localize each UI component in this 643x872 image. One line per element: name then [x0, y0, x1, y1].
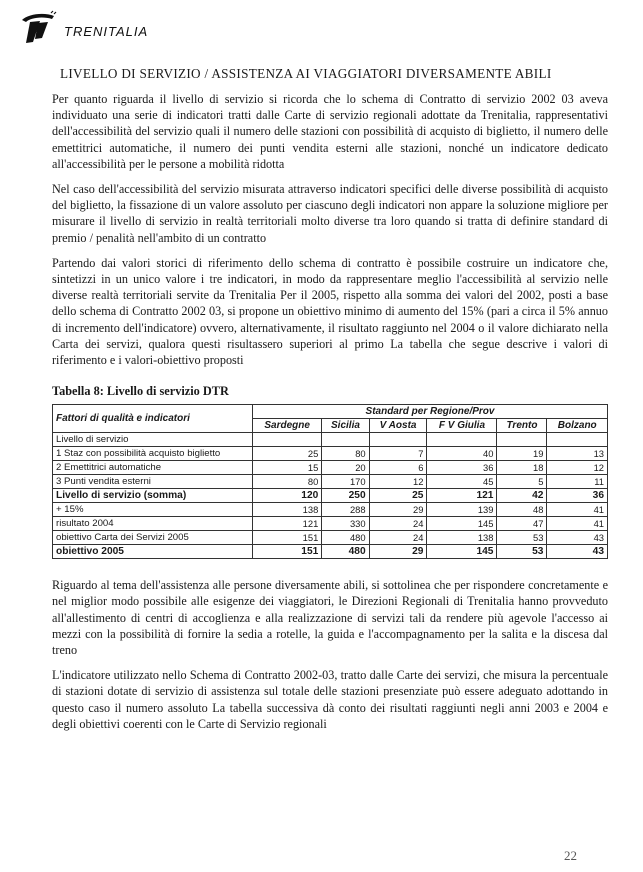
table-row — [53, 503, 608, 517]
header-standard-group: Standard per Regione/Prov — [253, 405, 608, 419]
cell-value: 25 — [253, 447, 322, 461]
cell-value: 24 — [369, 531, 427, 545]
cell-value: 47 — [497, 517, 547, 531]
cell-value: 24 — [369, 517, 427, 531]
cell-value: 138 — [427, 531, 497, 545]
row-label: + 15% — [53, 503, 253, 517]
column-header: V Aosta — [369, 419, 427, 433]
cell-value: 29 — [369, 503, 427, 517]
trenitalia-logo — [18, 10, 158, 46]
row-label: obiettivo Carta dei Servizi 2005 — [53, 531, 253, 545]
cell-value: 15 — [253, 461, 322, 475]
cell-value: 121 — [253, 517, 322, 531]
cell-value: 53 — [497, 531, 547, 545]
column-header: Trento — [497, 419, 547, 433]
cell-value: 12 — [369, 475, 427, 489]
service-level-table — [52, 404, 608, 559]
cell-value: 121 — [427, 489, 497, 503]
cell-value: 151 — [253, 531, 322, 545]
cell-value: 80 — [253, 475, 322, 489]
cell-value: 40 — [427, 447, 497, 461]
cell-value: 145 — [427, 545, 497, 559]
table-row — [53, 545, 608, 559]
cell-value: 45 — [427, 475, 497, 489]
cell-value: 145 — [427, 517, 497, 531]
column-header: F V Giulia — [427, 419, 497, 433]
table-row — [53, 475, 608, 489]
cell-value: 139 — [427, 503, 497, 517]
page-number: 22 — [564, 848, 577, 863]
cell-value: 7 — [369, 447, 427, 461]
row-label: 2 Emettitrici automatiche — [53, 461, 253, 475]
row-label: obiettivo 2005 — [53, 545, 253, 559]
cell-value: 151 — [253, 545, 322, 559]
row-label: risultato 2004 — [53, 517, 253, 531]
cell-value: 41 — [547, 503, 608, 517]
cell-value: 330 — [322, 517, 369, 531]
table-row — [53, 447, 608, 461]
column-header: Sicilia — [322, 419, 369, 433]
table-row — [53, 461, 608, 475]
row-label: 1 Staz con possibilità acquisto biglietto — [53, 447, 253, 461]
paragraph-2: Nel caso dell'accessibilità del servizio misurata attraverso indicatori specifici delle diverse possibilità di acquisto del biglietto, la fissazione di un valore assoluto per ciascuno degli indicatori non appare la soluzione migliore per misurare il livello di servizio in realtà territoriali molto diverse tra loro quando si tratta di definire standard di premio / penalità nell'ambito di un contratto — [52, 182, 608, 245]
document-body — [52, 66, 608, 741]
cell-value: 6 — [369, 461, 427, 475]
section-heading: LIVELLO DI SERVIZIO / ASSISTENZA AI VIAGGIATORI DIVERSAMENTE ABILI — [60, 66, 552, 81]
cell-value: 480 — [322, 545, 369, 559]
table-title: Tabella 8: Livello di servizio DTR — [52, 384, 229, 399]
cell-value: 288 — [322, 503, 369, 517]
cell-value: 36 — [547, 489, 608, 503]
cell-value: 13 — [547, 447, 608, 461]
cell-value: 170 — [322, 475, 369, 489]
cell-value: 20 — [322, 461, 369, 475]
cell-value: 41 — [547, 517, 608, 531]
logo-text: TRENITALIA — [64, 24, 149, 39]
cell-value: 120 — [253, 489, 322, 503]
cell-value: 36 — [427, 461, 497, 475]
cell-value: 43 — [547, 545, 608, 559]
paragraph-5: L'indicatore utilizzato nello Schema di Contratto 2002-03, tratto dalle Carte dei servizi, che misura la percentuale di stazioni dotate di servizio di assistenza sul totale delle stazioni presenziate può essere adeguato adottando in questo caso il numero assoluto La tabella successiva dà conto dei risultati raggiunti negli anni 2003 e 2004 e degli obiettivi coerenti con le Carte di Servizio regionali — [52, 668, 608, 731]
column-header: Bolzano — [547, 419, 608, 433]
column-header: Sardegne — [253, 419, 322, 433]
row-label: 3 Punti vendita esterni — [53, 475, 253, 489]
cell-value: 42 — [497, 489, 547, 503]
trenitalia-logo-icon — [18, 10, 58, 46]
cell-value: 80 — [322, 447, 369, 461]
cell-value: 12 — [547, 461, 608, 475]
paragraph-3: Partendo dai valori storici di riferimento dello schema di contratto è possibile costruire un indicatore che, sintetizzi in un unico valore i tre indicatori, in modo da rappresentare meglio l'accessibilità al servizio nelle diverse realtà territoriali servite da Trenitalia Per il 2005, rispetto alla somma dei valori del 2002, posti a base dello schema di Contratto 2002 03, si propone un obiettivo minimo di aumento del 15% (pari a circa il 5% annuo di incremento dell'indicatore) ovvero, alternativamente, il risultato raggiunto nel 2004 o il valore dichiarato nella Carta dei servizi, qualora questi risultassero superiori al primo La tabella che segue descrive i valori di riferimento e i valori-obiettivo proposti — [52, 255, 608, 368]
cell-value: 43 — [547, 531, 608, 545]
table-header-row — [53, 405, 608, 419]
cell-value: 25 — [369, 489, 427, 503]
cell-value: 18 — [497, 461, 547, 475]
table-section-row — [53, 433, 608, 447]
cell-value: 5 — [497, 475, 547, 489]
cell-value: 138 — [253, 503, 322, 517]
table-row — [53, 489, 608, 503]
cell-value: 19 — [497, 447, 547, 461]
section-label: Livello di servizio — [53, 433, 253, 447]
header-factors: Fattori di qualità e indicatori — [53, 405, 253, 433]
cell-value: 48 — [497, 503, 547, 517]
paragraph-4: Riguardo al tema dell'assistenza alle persone diversamente abili, si sottolinea che per rispondere concretamente e nel miglior modo possibile alle esigenze dei viaggiatori, le Direzioni Regionali di Trenitalia hanno provveduto all'allestimento di centri di accoglienza e alla realizzazione di servizi tali da rendere più agevole l'accesso ai mezzi con la possibilità di fornire la sedia a rotelle, la guida e l'accompagnamento per la salita e la discesa dal treno — [52, 578, 608, 658]
cell-value: 11 — [547, 475, 608, 489]
table-row — [53, 517, 608, 531]
table-row — [53, 531, 608, 545]
cell-value: 53 — [497, 545, 547, 559]
paragraph-1: Per quanto riguarda il livello di servizio si ricorda che lo schema di Contratto di servizio 2002 03 aveva individuato una serie di indicatori tratti dalle Carte di servizio regionali adottate da Trenitalia, rappresentativi dell'accessibilità del servizio quali il numero delle stazioni con possibilità di acquisto di biglietto, il numero delle emettitrici automatiche, il numero dei punti vendita esterni alle stazioni, nonché un indicatore dedicato all'accessibilità per le persone a mobilità ridotta — [52, 92, 608, 171]
cell-value: 250 — [322, 489, 369, 503]
cell-value: 480 — [322, 531, 369, 545]
row-label: Livello di servizio (somma) — [53, 489, 253, 503]
cell-value: 29 — [369, 545, 427, 559]
